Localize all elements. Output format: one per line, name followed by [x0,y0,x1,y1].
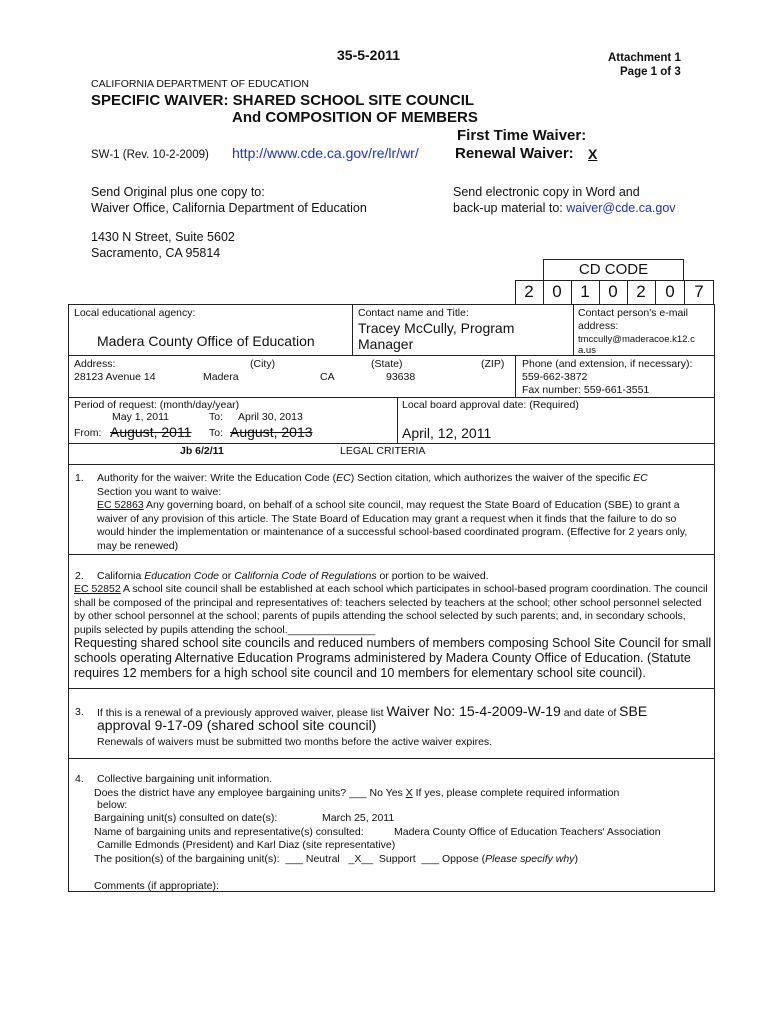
legal-criteria-heading: LEGAL CRITERIA [340,445,426,457]
renewal-waiver-mark[interactable]: X [588,146,598,162]
section3-number: 3. [75,706,84,718]
period-to-label-2: To: [209,427,224,439]
section3-note: Renewals of waivers must be submitted two months before the active waiver expires. [97,736,493,748]
renewal-waiver-label: Renewal Waiver: [455,145,574,162]
section1-body[interactable]: EC 52863 Any governing board, on behalf of a school site council, may request the State Board of Education (SBE) to grant a waiver of any provision of this article. The State Board of Education may grant a request when it finds that the failure to do so would hinder the implementation or maintenance of a successful school-based coordinated program. (Effective for 2 years only, may be renewed) [97,499,688,552]
send-electronic-line1: Send electronic copy in Word and [453,185,640,199]
waiver-url-link[interactable]: http://www.cde.ca.gov/re/lr/wr/ [232,145,419,161]
consulted-date-value[interactable]: March 25, 2011 [322,812,395,824]
address-label: Address: [74,358,116,370]
section2-heading: California Education Code or California Code of Regulations or portion to be waived. [97,570,489,582]
state-value[interactable]: CA [320,371,335,383]
cd-code-label: CD CODE [578,261,649,278]
contact-name-line1[interactable]: Tracey McCully, Program [358,320,515,336]
send-original-line1: Send Original plus one copy to: [91,185,265,199]
phone-label: Phone (and extension, if necessary): [522,358,693,370]
page-indicator: Page 1 of 3 [620,66,681,78]
fax-value[interactable]: Fax number: 559-661-3551 [522,384,650,396]
section2-ec-ref: EC 52852 [74,583,121,595]
board-approval-date[interactable]: April, 12, 2011 [402,425,492,441]
cd-code-digit[interactable]: 0 [665,282,675,301]
cd-code-digit[interactable]: 0 [552,282,562,301]
section1-ec-ref: EC 52863 [97,499,144,511]
state-label: (State) [371,358,403,370]
section1-heading: Authority for the waiver: Write the Education Code (EC) Section citation, which authorizes the waiver of the specific EC [97,472,648,484]
section4-number: 4. [75,773,84,785]
mailing-address-line2: Sacramento, CA 95814 [91,246,221,260]
section4-title: Collective bargaining unit information. [97,773,273,785]
consulted-date-label: Bargaining unit(s) consulted on date(s): [94,812,278,824]
period-old-to: August, 2013 [230,424,313,440]
section4-question[interactable]: Does the district have any employee bargaining units? ___ No Yes X If yes, please complete required information [94,787,620,799]
email-label-line1: Contact person's e-mail [578,307,688,319]
city-label: (City) [250,358,276,370]
section2-request[interactable]: Requesting shared school site councils and reduced numbers of members composing School Site Council for small schools operating Alternative Education Programs administered by Madera County Office of Education. (Statute requires 12 members for a high school site council and 10 members for elementary school site council). [74,636,712,680]
section4-question-line2: below: [97,799,128,811]
period-label: Period of request: (month/day/year) [74,399,240,411]
period-new-from[interactable]: May 1, 2011 [112,411,170,423]
section1-number: 1. [75,472,84,484]
period-old-from: August, 2011 [110,424,192,440]
section1-heading-line2: Section you want to waive: [97,486,222,498]
cd-code-digit[interactable]: 1 [580,282,590,301]
reviewer-initials: Jb 6/2/11 [180,445,224,457]
cd-code-digit[interactable]: 2 [524,282,534,301]
email-label-line2: address: [578,320,619,332]
send-electronic-prefix: back-up material to: [453,201,563,215]
bargaining-position[interactable]: The position(s) of the bargaining unit(s): ___ Neutral _X__ Support ___ Oppose (Please specify why) [94,853,578,865]
bargaining-name-label: Name of bargaining units and representative(s) consulted: [94,826,364,838]
bargaining-representatives[interactable]: Camille Edmonds (President) and Karl Diaz (site representative) [97,839,396,851]
zip-label: (ZIP) [481,358,505,370]
lea-label: Local educational agency: [74,307,196,319]
street-value[interactable]: 28123 Avenue 14 [74,371,156,383]
phone-value[interactable]: 559-662-3872 [522,371,588,383]
send-electronic-line2 [453,201,676,215]
board-approval-label: Local board approval date: (Required) [402,399,579,411]
cd-code-digit[interactable]: 2 [636,282,646,301]
city-value[interactable]: Madera [203,371,239,383]
period-new-to[interactable]: April 30, 2013 [238,411,303,423]
cd-code-digit[interactable]: 7 [694,282,704,301]
contact-name-line2[interactable]: Manager [358,336,414,352]
department-name: CALIFORNIA DEPARTMENT OF EDUCATION [91,78,309,90]
form-title-line2: And COMPOSITION OF MEMBERS [232,109,478,126]
comments-label: Comments (if appropriate): [94,880,219,892]
item-number: 35-5-2011 [337,47,401,63]
zip-value[interactable]: 93638 [386,371,416,383]
contact-email-line2[interactable]: a.us [578,345,596,356]
cd-code-digit[interactable]: 0 [608,282,618,301]
period-from-label: From: [74,427,102,439]
section3-line1[interactable]: If this is a renewal of a previously approved waiver, please list Waiver No: 15-4-2009-W-19 and date of SBE [97,703,648,719]
section2-body[interactable]: EC 52852 A school site council shall be established at each school which participates in school-based program coordination. The council shall be composed of the principal and representatives of: teachers selected by teachers at the school; other school personnel selected by other school personnel at the school; parents of pupils attending the school selected by such parents; and, in secondary schools, pupils selected by pupils attending the school._______________ [74,583,708,636]
lea-value[interactable]: Madera County Office of Education [97,333,315,349]
waiver-email-link[interactable]: waiver@cde.ca.gov [566,201,676,215]
attachment-label: Attachment 1 [608,52,681,64]
first-time-waiver-label: First Time Waiver: [457,127,587,144]
section3-approval[interactable]: approval 9-17-09 (shared school site council) [97,717,377,733]
form-title-line1: SPECIFIC WAIVER: SHARED SCHOOL SITE COUNCIL [91,92,475,109]
contact-email-line1[interactable]: tmccully@maderacoe.k12.c [578,334,695,345]
contact-label: Contact name and Title: [358,307,469,319]
section2-number: 2. [75,570,84,582]
period-to-label: To: [209,411,224,423]
form-id: SW-1 (Rev. 10-2-2009) [91,149,209,161]
mailing-address-line1: 1430 N Street, Suite 5602 [91,230,235,244]
bargaining-name-value[interactable]: Madera County Office of Education Teachers' Association [394,826,661,838]
send-original-line2: Waiver Office, California Department of Education [91,201,367,215]
